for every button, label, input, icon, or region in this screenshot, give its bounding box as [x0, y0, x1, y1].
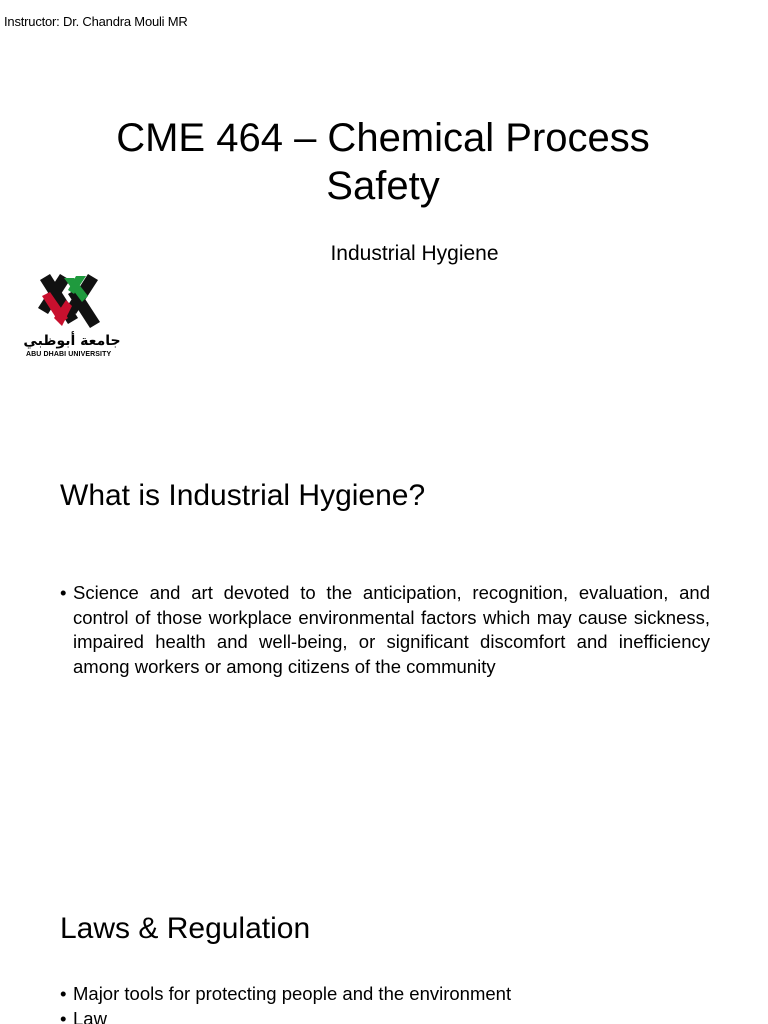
lecture-subtitle: Industrial Hygiene	[330, 242, 499, 265]
bullet-marker: •	[60, 582, 67, 603]
bullet-marker: •	[60, 1007, 67, 1024]
course-title: CME 464 – Chemical Process Safety	[116, 116, 650, 208]
bullet-list	[60, 982, 710, 1024]
university-logo	[22, 272, 122, 362]
definition-slide	[0, 433, 768, 865]
logo-english-wordmark: ABU DHABI UNIVERSITY	[26, 351, 112, 358]
bullet-item	[60, 581, 710, 679]
bullet-item	[60, 1007, 710, 1024]
bullet-marker: •	[60, 983, 67, 1004]
laws-slide	[0, 866, 768, 1024]
slide-title: Laws & Regulation	[60, 912, 311, 945]
bullet-list	[60, 581, 710, 679]
logo-arabic-wordmark: جامعة أبوظبي	[23, 333, 121, 349]
instructor-label: Instructor: Dr. Chandra Mouli MR	[4, 14, 188, 29]
slide-title: What is Industrial Hygiene?	[60, 479, 426, 512]
university-emblem-icon	[38, 274, 100, 330]
bullet-item	[60, 982, 710, 1007]
title-slide	[0, 0, 768, 432]
bullet-text: Science and art devoted to the anticipation, recognition, evaluation, and control of those workplace environmental factors which may cause sickness, impaired health and well-being, or significant discomfort and inefficiency among workers or among citizens of the community	[73, 582, 710, 677]
bullet-text: Major tools for protecting people and the environment	[73, 983, 512, 1004]
bullet-text: Law	[73, 1007, 107, 1024]
